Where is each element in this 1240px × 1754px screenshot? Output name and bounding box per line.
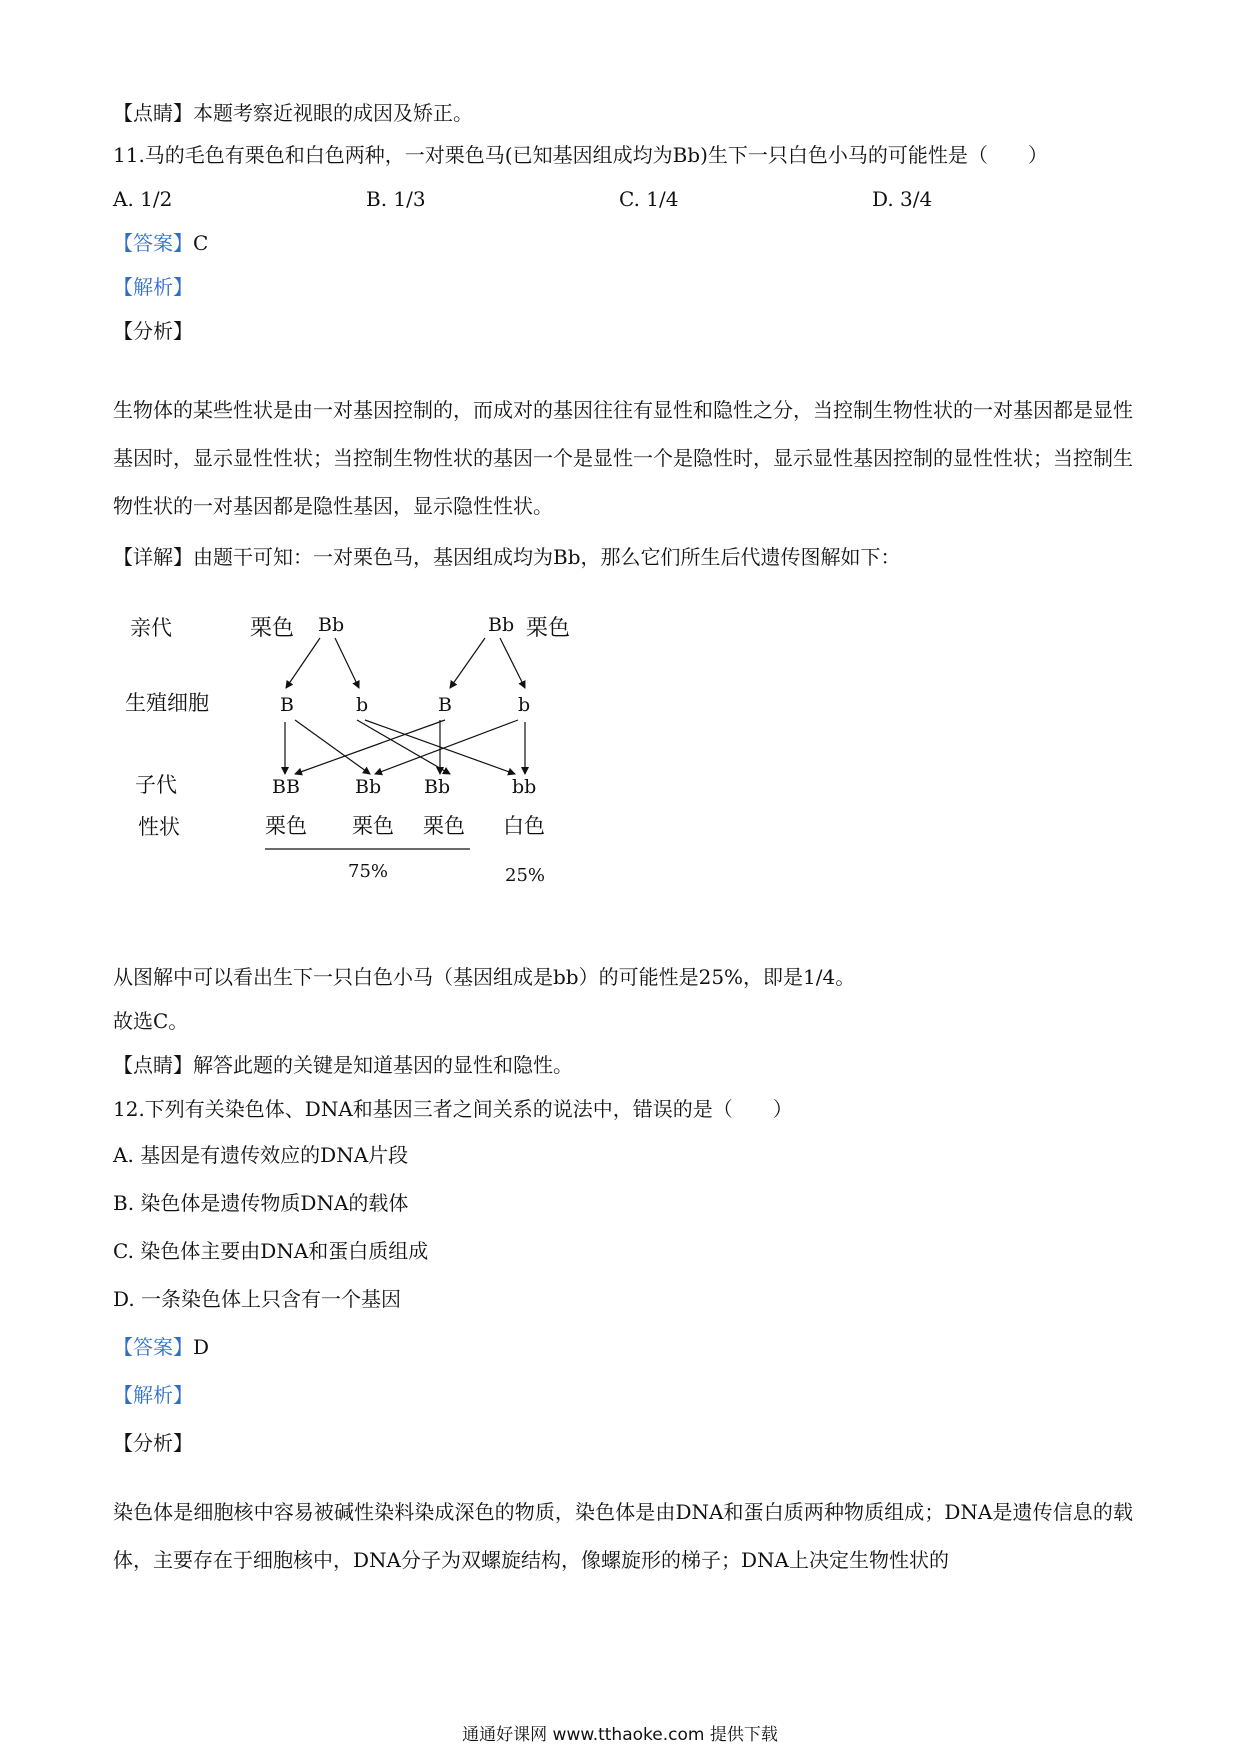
page-footer: 通通好课网 www.tthaoke.com 提供下载 <box>462 1725 778 1745</box>
q11-answer <box>113 228 1133 258</box>
q12-answer <box>113 1332 1133 1362</box>
q10-tip <box>113 98 1133 128</box>
q11-detail <box>113 542 1133 572</box>
percent-dominant: 75% <box>348 861 389 882</box>
parent-left-genotype: Bb <box>318 614 345 636</box>
q11-stem: 11.马的毛色有栗色和白色两种，一对栗色马(已知基因组成均为Bb)生下一只白色小马的可能性是（ ） <box>113 143 1048 167</box>
q11-analysis-tag: 【解析】 <box>113 275 193 299</box>
q11-fenxi-text: 生物体的某些性状是由一对基因控制的，而成对的基因往往有显性和隐性之分，当控制生物性状的一对基因都是显性基因时，显示显性性状；当控制生物性状的基因一个是显性一个是隐性时，显示显性基因控制的显性性状；当控制生物性状的一对基因都是隐性基因，显示隐性性状。 <box>113 398 1133 518</box>
q11-choose: 故选C。 <box>113 1009 189 1033</box>
q11-option-a: A. 1/2 <box>113 187 173 211</box>
tip-tag: 【点睛】 <box>113 1053 193 1077</box>
q11-option-d: D. 3/4 <box>872 187 933 211</box>
arrow-pr-b <box>500 638 525 688</box>
trait-2: 栗色 <box>352 814 394 838</box>
q12-stem: 12.下列有关染色体、DNA和基因三者之间关系的说法中，错误的是（ ） <box>113 1097 793 1121</box>
trait-3: 栗色 <box>423 814 465 838</box>
arrow-B-Bb1 <box>295 720 370 774</box>
offspring-2: Bb <box>355 776 382 798</box>
q11-fenxi-tag: 【分析】 <box>113 319 193 343</box>
percent-recessive: 25% <box>505 865 546 886</box>
tip-text: 解答此题的关键是知道基因的显性和隐性。 <box>193 1053 573 1077</box>
detail-text: 由题干可知：一对栗色马，基因组成均为Bb，那么它们所生后代遗传图解如下： <box>193 545 901 569</box>
parent-right-genotype: Bb <box>488 614 515 636</box>
q11-tip <box>113 1050 1133 1080</box>
q12-option-c: C. 染色体主要由DNA和蛋白质组成 <box>113 1239 429 1263</box>
arrow-pl-b <box>335 638 359 688</box>
row-label-offspring: 子代 <box>135 773 177 797</box>
answer-value: C <box>193 231 209 255</box>
row-label-parent: 亲代 <box>130 616 172 640</box>
genetic-cross-diagram <box>120 600 600 900</box>
q12-option-a: A. 基因是有遗传效应的DNA片段 <box>113 1143 409 1167</box>
gamete-b-1: b <box>356 694 369 716</box>
arrow-pl-B <box>286 638 320 688</box>
answer-tag: 【答案】 <box>113 231 193 255</box>
q12-fenxi-tag: 【分析】 <box>113 1431 193 1455</box>
parent-left-trait: 栗色 <box>250 616 295 641</box>
q11-conclusion: 从图解中可以看出生下一只白色小马（基因组成是bb）的可能性是25%，即是1/4。 <box>113 965 856 989</box>
offspring-4: bb <box>512 776 537 798</box>
row-label-gamete: 生殖细胞 <box>125 691 209 715</box>
arrow-pr-B <box>450 638 485 688</box>
parent-right-trait: 栗色 <box>526 616 571 641</box>
q12-option-b: B. 染色体是遗传物质DNA的载体 <box>113 1191 409 1215</box>
gamete-B-2: B <box>438 694 452 716</box>
gamete-b-2: b <box>518 694 531 716</box>
trait-4: 白色 <box>503 814 545 838</box>
q12-fenxi-text: 染色体是细胞核中容易被碱性染料染成深色的物质，染色体是由DNA和蛋白质两种物质组成；DNA是遗传信息的载体，主要存在于细胞核中，DNA分子为双螺旋结构，像螺旋形的梯子；DNA上决定生物性状的 <box>113 1500 1133 1572</box>
tip-text: 本题考察近视眼的成因及矫正。 <box>193 101 473 125</box>
answer-value: D <box>193 1335 210 1359</box>
arrows <box>285 638 525 774</box>
gamete-B-1: B <box>280 694 294 716</box>
detail-tag: 【详解】 <box>113 545 193 569</box>
tip-tag: 【点睛】 <box>113 101 193 125</box>
trait-1: 栗色 <box>265 814 307 838</box>
q12-option-d: D. 一条染色体上只含有一个基因 <box>113 1287 402 1311</box>
q11-option-c: C. 1/4 <box>619 187 679 211</box>
arrow-b2-Bb1 <box>375 720 518 774</box>
q11-option-b: B. 1/3 <box>366 187 426 211</box>
q12-analysis-tag: 【解析】 <box>113 1383 193 1407</box>
row-label-trait: 性状 <box>138 815 180 839</box>
offspring-1: BB <box>272 776 300 798</box>
offspring-3: Bb <box>424 776 451 798</box>
answer-tag: 【答案】 <box>113 1335 193 1359</box>
